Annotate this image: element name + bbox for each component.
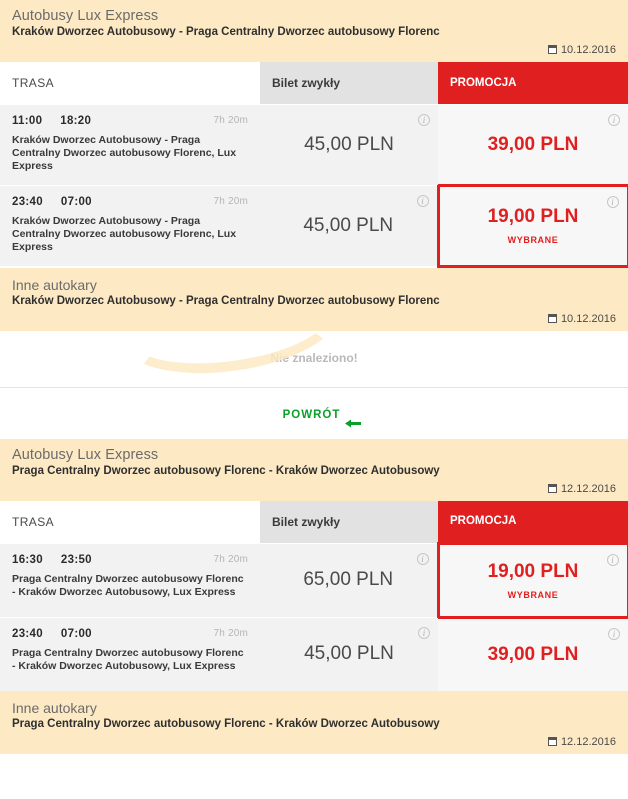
promo-price-cell[interactable] <box>438 617 628 691</box>
normal-price: 45,00 PLN <box>303 215 394 236</box>
normal-price-cell[interactable] <box>260 617 438 691</box>
route-cell <box>0 617 260 691</box>
normal-price: 45,00 PLN <box>304 643 394 665</box>
trip-duration: 7h 20m <box>213 553 248 565</box>
trip-times <box>12 196 248 208</box>
departure-time: 16:30 <box>12 553 43 566</box>
table-row <box>0 105 628 186</box>
column-header-normal-ticket: Bilet zwykły <box>260 501 438 544</box>
results-section-return <box>0 439 628 755</box>
normal-price: 65,00 PLN <box>303 569 394 590</box>
info-icon[interactable]: i <box>417 195 429 207</box>
info-icon[interactable]: i <box>608 628 620 640</box>
info-icon[interactable]: i <box>607 196 619 208</box>
departure-time: 11:00 <box>12 115 43 127</box>
selected-badge: WYBRANE <box>507 589 559 600</box>
route-cell <box>0 543 260 617</box>
travel-date <box>12 44 616 58</box>
back-button[interactable] <box>283 409 346 421</box>
calendar-icon <box>548 484 557 493</box>
trip-times <box>12 554 248 566</box>
section-footer-other-carriers <box>0 268 628 331</box>
promo-price: 19,00 PLN <box>487 560 579 582</box>
results-section-outbound <box>0 0 628 387</box>
section-footer-other-carriers <box>0 691 628 754</box>
no-results-text: Nie znaleziono! <box>270 350 358 365</box>
other-carriers-date-text: 10.12.2016 <box>560 312 616 325</box>
trip-duration: 7h 20m <box>213 196 248 207</box>
calendar-icon <box>548 737 557 746</box>
promo-price: 19,00 PLN <box>487 206 579 228</box>
table-row <box>0 186 628 267</box>
route-text: Kraków Dworzec Autobusowy - Praga Centralny Dworzec autobusowy Florenc, Lux Express <box>12 134 237 172</box>
info-icon[interactable]: i <box>607 554 619 566</box>
arrival-time: 07:00 <box>60 196 92 208</box>
other-carriers-route: Praga Centralny Dworzec autobusowy Florenc - Kraków Dworzec Autobusowy <box>12 718 440 730</box>
results-table-return <box>0 501 628 692</box>
other-carriers-date <box>12 313 616 325</box>
table-row <box>0 617 628 691</box>
carrier-name: Autobusy Lux Express <box>12 8 159 24</box>
normal-price-cell[interactable] <box>260 543 438 617</box>
calendar-icon <box>548 45 557 54</box>
route-text: Kraków Dworzec Autobusowy - Praga Centralny Dworzec autobusowy Florenc, Lux Express <box>12 215 237 253</box>
other-carriers-date-text: 12.12.2016 <box>560 736 616 748</box>
normal-price: 45,00 PLN <box>304 134 394 155</box>
promo-price-cell-selected[interactable] <box>438 543 628 617</box>
promo-price: 39,00 PLN <box>487 643 579 665</box>
route-cell <box>0 105 260 186</box>
column-header-route: TRASA <box>0 62 260 105</box>
column-header-route: TRASA <box>0 501 260 544</box>
trip-times <box>12 115 248 127</box>
selected-badge: WYBRANE <box>507 235 559 246</box>
other-carriers-title: Inne autokary <box>12 700 97 716</box>
column-header-promotion: PROMOCJA <box>438 501 628 544</box>
normal-price-cell[interactable] <box>260 186 438 267</box>
travel-date-text: 12.12.2016 <box>560 482 616 495</box>
other-carriers-date <box>12 736 616 748</box>
section-header-return <box>0 439 628 501</box>
promo-price-cell-selected[interactable] <box>438 186 628 267</box>
table-header-row <box>0 62 628 105</box>
results-table-outbound <box>0 62 628 268</box>
travel-date <box>12 483 616 497</box>
arrival-time: 18:20 <box>60 115 92 127</box>
trip-times <box>12 628 248 640</box>
departure-time: 23:40 <box>12 627 43 640</box>
column-header-normal-ticket: Bilet zwykły <box>260 62 438 105</box>
promo-price-cell[interactable] <box>438 105 628 186</box>
route-description: Kraków Dworzec Autobusowy - Praga Centralny Dworzec autobusowy Florenc <box>12 26 440 38</box>
info-icon[interactable]: i <box>608 114 620 126</box>
route-cell <box>0 186 260 267</box>
travel-date-text: 10.12.2016 <box>560 44 616 56</box>
column-header-promotion: PROMOCJA <box>438 62 628 105</box>
calendar-icon <box>548 314 557 323</box>
departure-time: 23:40 <box>12 196 43 208</box>
promo-price: 39,00 PLN <box>487 133 579 155</box>
info-icon[interactable]: i <box>418 114 430 126</box>
info-icon[interactable]: i <box>418 627 430 639</box>
normal-price-cell[interactable] <box>260 105 438 186</box>
table-header-row <box>0 501 628 544</box>
info-icon[interactable]: i <box>417 553 429 565</box>
back-link-container <box>0 388 628 439</box>
no-results-message <box>0 331 628 387</box>
carrier-name: Autobusy Lux Express <box>12 446 159 463</box>
arrival-time: 23:50 <box>60 553 92 566</box>
route-text: Praga Centralny Dworzec autobusowy Florenc - Kraków Dworzec Autobusowy, Lux Express <box>12 646 244 672</box>
route-text: Praga Centralny Dworzec autobusowy Florenc - Kraków Dworzec Autobusowy, Lux Express <box>12 572 244 598</box>
section-header-outbound <box>0 0 628 62</box>
other-carriers-route: Kraków Dworzec Autobusowy - Praga Centralny Dworzec autobusowy Florenc <box>12 294 440 307</box>
arrival-time: 07:00 <box>60 627 92 640</box>
table-row <box>0 543 628 617</box>
other-carriers-title: Inne autokary <box>12 276 97 293</box>
trip-duration: 7h 20m <box>213 627 248 639</box>
trip-duration: 7h 20m <box>213 115 248 126</box>
route-description: Praga Centralny Dworzec autobusowy Florenc - Kraków Dworzec Autobusowy <box>12 464 440 477</box>
back-button-label: POWRÓT <box>282 408 341 421</box>
